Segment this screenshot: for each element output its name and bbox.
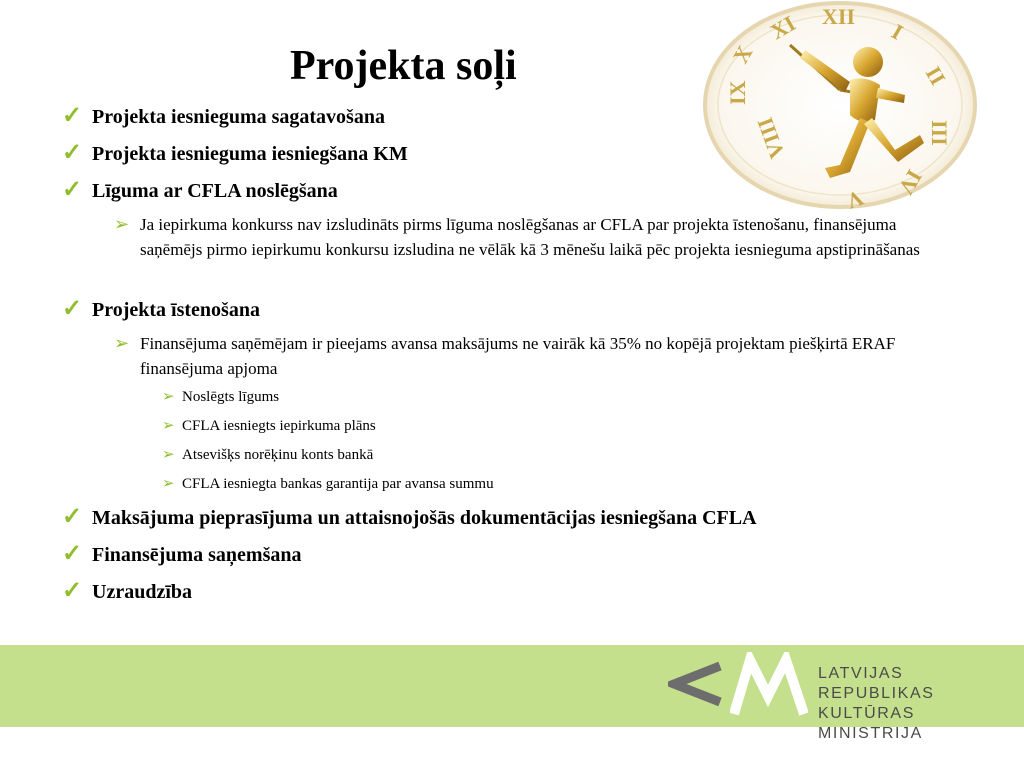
slide-title: Projekta soļi: [290, 43, 517, 89]
svg-text:IV: IV: [893, 165, 928, 200]
arrow-bullet-icon: ➢: [162, 447, 175, 463]
list-item: ✓ Projekta īstenošana: [62, 296, 260, 322]
sub-sub-list-item: ➢ Atsevišķs norēķinu konts bankā: [162, 443, 373, 467]
list-item: ✓ Projekta iesnieguma iesniegšana KM: [62, 140, 408, 166]
sub-sub-list-item: ➢ CFLA iesniegta bankas garantija par avansa summu: [162, 472, 494, 496]
list-item: ✓ Maksājuma pieprasījuma un attaisnojošās dokumentācijas iesniegšana CFLA: [62, 504, 757, 530]
list-item: ✓ Projekta iesnieguma sagatavošana: [62, 103, 385, 129]
checkmark-icon: ✓: [62, 103, 83, 129]
svg-text:I: I: [887, 18, 908, 45]
arrow-bullet-icon: ➢: [162, 418, 175, 434]
svg-text:III: III: [927, 120, 952, 146]
sub-list-item: ➢ Ja iepirkuma konkurss nav izsludināts pirms līguma noslēgšanas ar CFLA par projekta īstenošanu, finansējuma saņēmējs pirmo iepirkumu konkursu izsludina ne vēlāk kā 3 mēnešu laikā pēc projekta iesnieguma apstiprināšanas: [114, 214, 920, 259]
arrow-bullet-icon: ➢: [162, 389, 175, 405]
checkmark-icon: ✓: [62, 541, 83, 567]
checkmark-icon: ✓: [62, 296, 83, 322]
svg-text:X: X: [727, 41, 758, 68]
sub-sub-list-item: ➢ CFLA iesniegts iepirkuma plāns: [162, 414, 376, 438]
svg-text:II: II: [920, 62, 951, 90]
checkmark-icon: ✓: [62, 578, 83, 604]
list-item: ✓ Uzraudzība: [62, 578, 192, 604]
arrow-bullet-icon: ➢: [162, 476, 175, 492]
arrow-bullet-icon: ➢: [114, 214, 130, 234]
logo-m-icon: [730, 652, 808, 716]
svg-text:V: V: [843, 185, 867, 215]
logo-less-than-icon: [668, 660, 724, 708]
svg-text:XII: XII: [822, 4, 856, 29]
arrow-bullet-icon: ➢: [114, 333, 130, 353]
svg-text:VIII: VIII: [751, 114, 790, 162]
sub-sub-list-item: ➢ Noslēgts līgums: [162, 385, 279, 409]
ministry-logo-text: LATVIJAS REPUBLIKAS KULTŪRAS MINISTRIJA: [818, 665, 935, 742]
checkmark-icon: ✓: [62, 140, 83, 166]
list-item: ✓ Līguma ar CFLA noslēgšana: [62, 177, 338, 203]
checkmark-icon: ✓: [62, 504, 83, 530]
sub-list-item: ➢ Finansējuma saņēmējam ir pieejams avansa maksājums ne vairāk kā 35% no kopējā projektam piešķirtā ERAF finansējuma apjoma: [114, 333, 896, 378]
list-item: ✓ Finansējuma saņemšana: [62, 541, 302, 567]
svg-text:IX: IX: [725, 80, 750, 105]
checkmark-icon: ✓: [62, 177, 83, 203]
svg-text:XI: XI: [766, 10, 800, 45]
